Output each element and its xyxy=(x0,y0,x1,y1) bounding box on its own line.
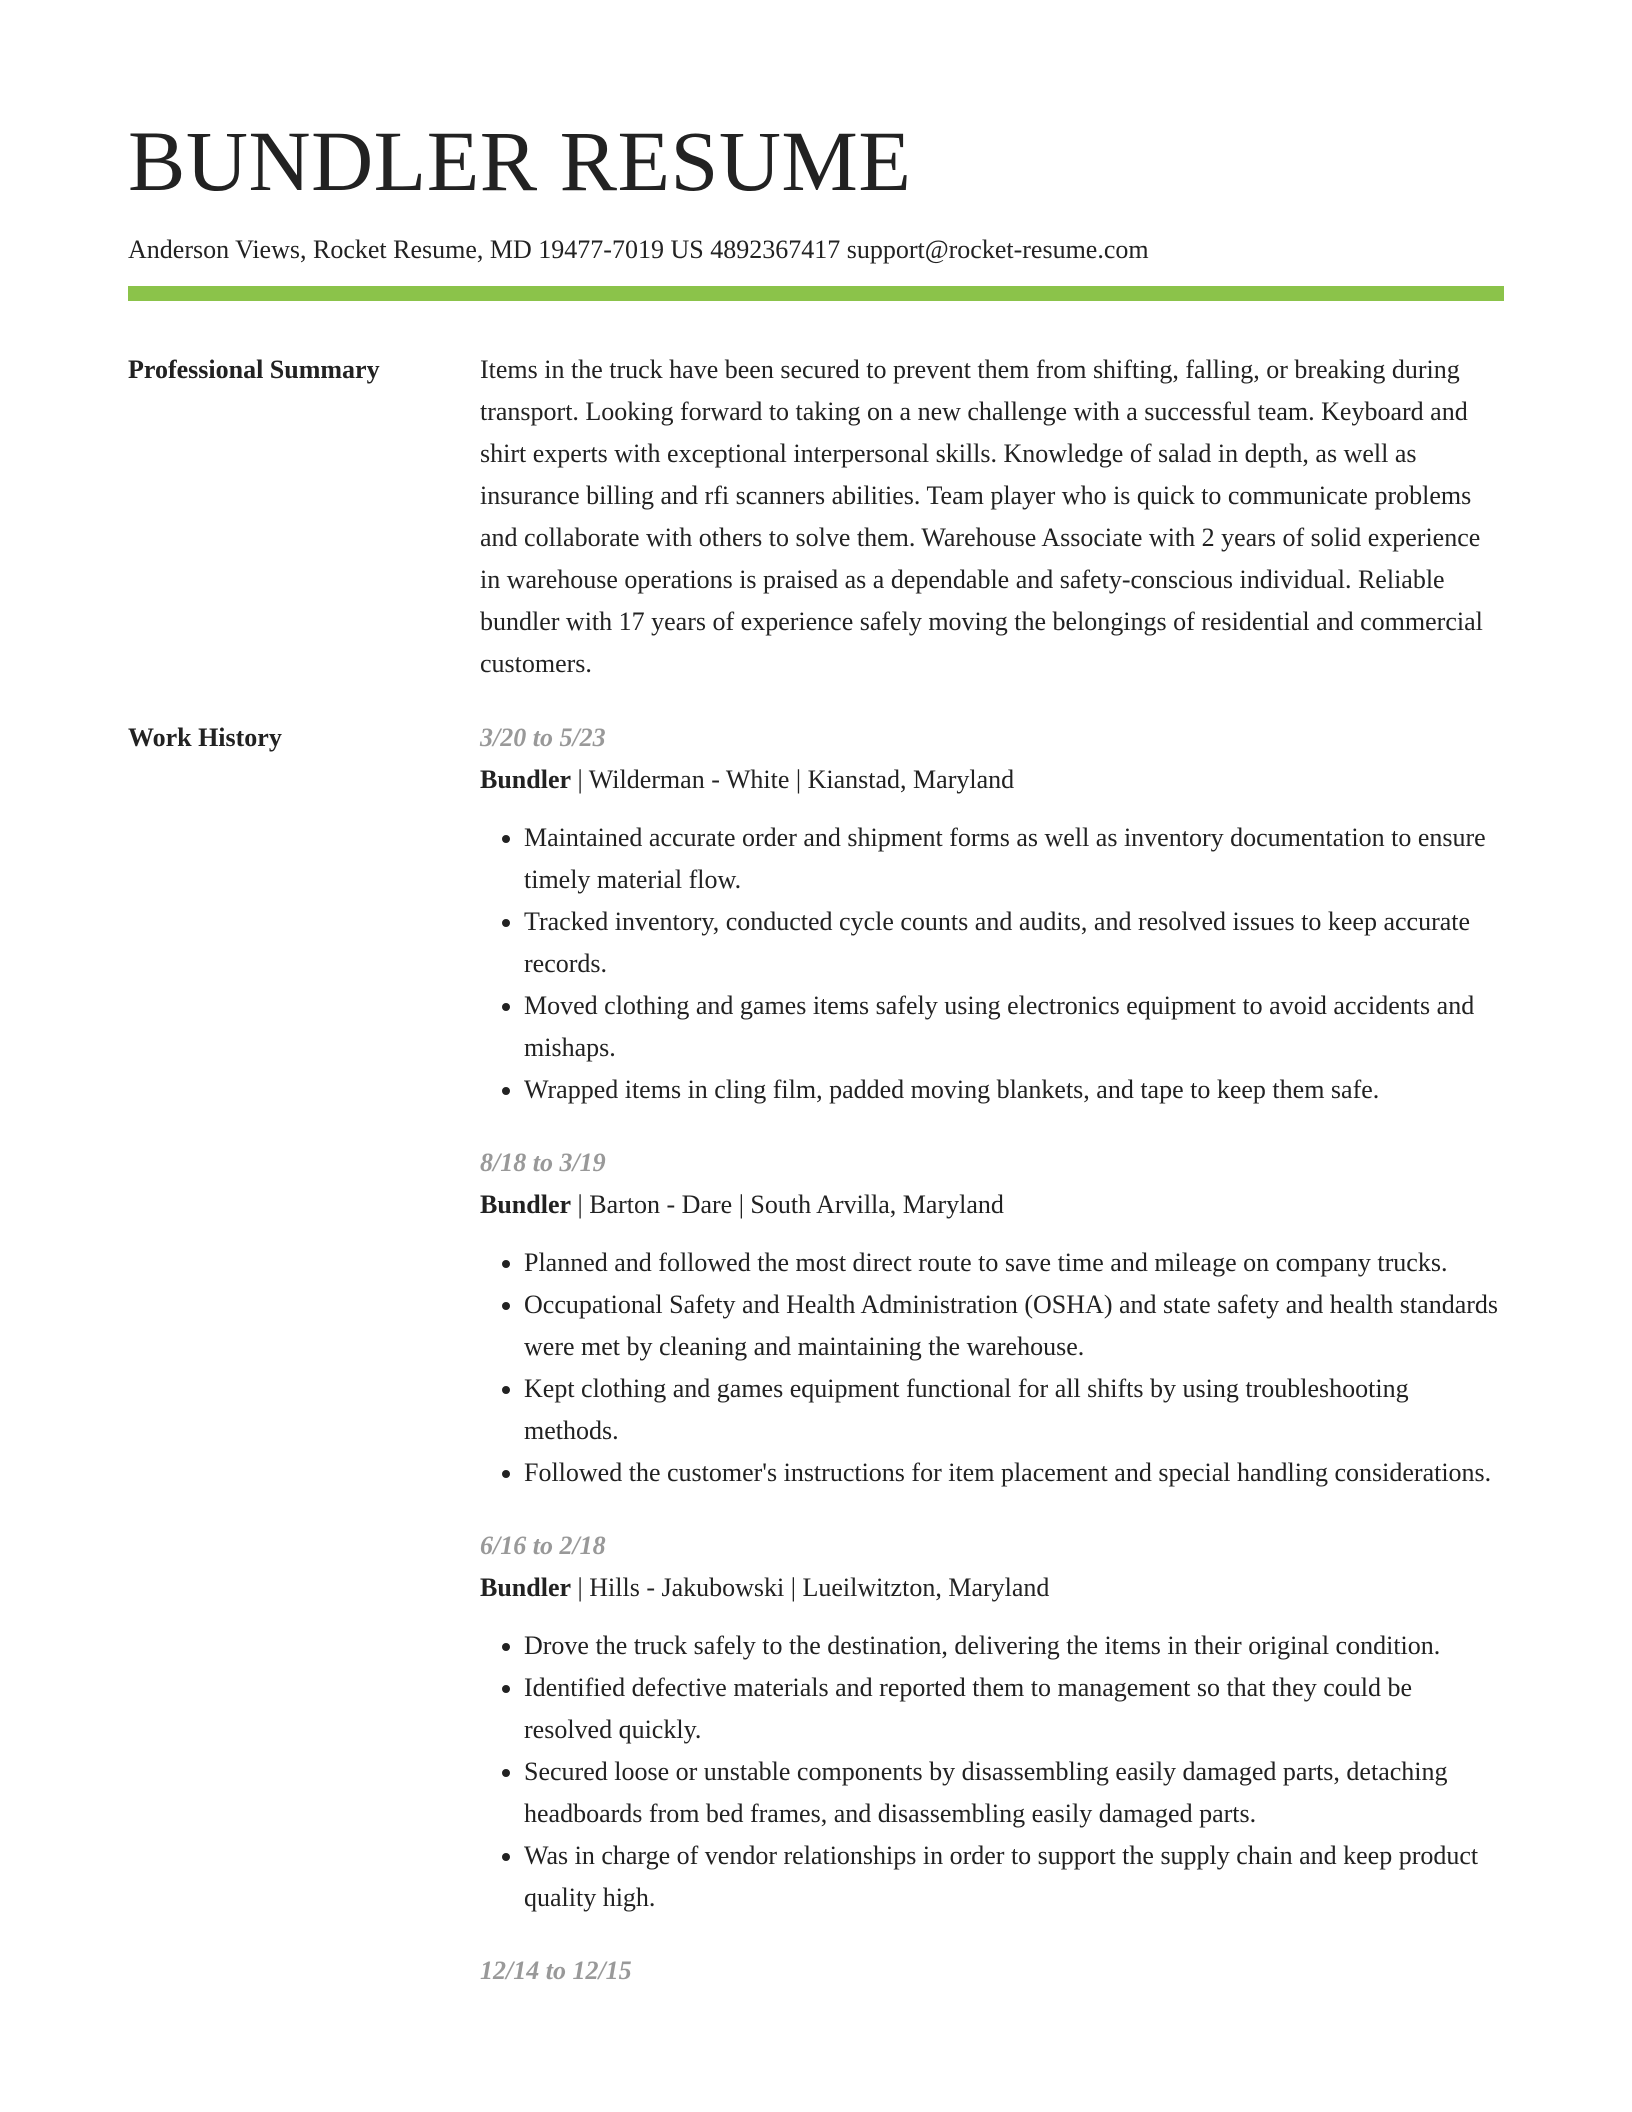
job-dates: 12/14 to 12/15 xyxy=(480,1956,632,1985)
job-separator: | xyxy=(577,765,583,794)
job-heading-line xyxy=(480,1184,1504,1226)
contact-line xyxy=(128,233,1149,267)
job-dates: 6/16 to 2/18 xyxy=(480,1531,606,1560)
job-separator: | xyxy=(577,1190,583,1219)
job-entry xyxy=(480,1525,1504,1919)
job-location: Lueilwitzton, Maryland xyxy=(802,1573,1050,1602)
job-bullet: • Followed the customer's instructions for item placement and special handling considerations. xyxy=(524,1452,1504,1494)
job-title: Bundler xyxy=(480,1573,572,1602)
job-bullet: • Identified defective materials and reported them to management so that they could be resolved quickly. xyxy=(524,1667,1504,1751)
summary-text: Items in the truck have been secured to prevent them from shifting, falling, or breaking during transport. Looking forward to taking on a new challenge with a successful team. Keyboard and shirt experts with exceptional interpersonal skills. Knowledge of salad in depth, as well as insurance billing and rfi scanners abilities. Team player who is quick to communicate problems and collaborate with others to solve them. Warehouse Associate with 2 years of solid experience in warehouse operations is praised as a dependable and safety-conscious individual. Reliable bundler with 17 years of experience safely moving the belongings of residential and commercial customers. xyxy=(480,355,1483,678)
job-company: Hills - Jakubowski xyxy=(589,1573,785,1602)
job-bullet-list xyxy=(480,1242,1504,1494)
summary-body xyxy=(480,349,1504,685)
job-bullet-list xyxy=(480,817,1504,1111)
job-dates: 8/18 to 3/19 xyxy=(480,1148,606,1177)
job-location: Kianstad, Maryland xyxy=(807,765,1015,794)
job-entry xyxy=(480,1950,1504,1992)
job-separator: | xyxy=(795,765,802,794)
job-entry xyxy=(480,717,1504,1111)
resume-title: BUNDLER RESUME xyxy=(128,113,912,209)
contact-email: support@rocket-resume.com xyxy=(846,235,1149,264)
job-bullet: • Secured loose or unstable components by disassembling easily damaged parts, detaching headboards from bed frames, and disassembling easily damaged parts. xyxy=(524,1751,1504,1835)
job-bullet: • Was in charge of vendor relationships in order to support the supply chain and keep product quality high. xyxy=(524,1835,1504,1919)
section-heading-work-history: Work History xyxy=(128,723,282,752)
job-bullet: • Planned and followed the most direct route to save time and mileage on company trucks. xyxy=(524,1242,1504,1284)
job-company: Barton - Dare xyxy=(589,1190,733,1219)
work-history-list xyxy=(480,717,1504,2023)
job-company: Wilderman - White xyxy=(588,765,790,794)
job-heading-line xyxy=(480,759,1504,801)
section-heading-summary: Professional Summary xyxy=(128,355,380,384)
job-bullet: • Tracked inventory, conducted cycle counts and audits, and resolved issues to keep accurate records. xyxy=(524,901,1504,985)
job-entry xyxy=(480,1142,1504,1494)
contact-phone: 4892367417 xyxy=(710,235,841,264)
job-title: Bundler xyxy=(480,765,572,794)
job-bullet: • Drove the truck safely to the destination, delivering the items in their original condition. xyxy=(524,1625,1504,1667)
job-separator: | xyxy=(738,1190,744,1219)
job-bullet: • Moved clothing and games items safely using electronics equipment to avoid accidents and mishaps. xyxy=(524,985,1504,1069)
job-bullet-list xyxy=(480,1625,1504,1919)
job-location: South Arvilla, Maryland xyxy=(750,1190,1004,1219)
job-title: Bundler xyxy=(480,1190,572,1219)
job-separator: | xyxy=(790,1573,796,1602)
job-bullet: • Occupational Safety and Health Administration (OSHA) and state safety and health standards were met by cleaning and maintaining the warehouse. xyxy=(524,1284,1504,1368)
job-heading-line xyxy=(480,1567,1504,1609)
job-bullet: • Maintained accurate order and shipment forms as well as inventory documentation to ensure timely material flow. xyxy=(524,817,1504,901)
contact-address: Anderson Views, Rocket Resume, MD 19477-7019 US xyxy=(128,235,704,264)
job-bullet: • Wrapped items in cling film, padded moving blankets, and tape to keep them safe. xyxy=(524,1069,1504,1111)
job-dates: 3/20 to 5/23 xyxy=(480,723,606,752)
job-separator: | xyxy=(577,1573,583,1602)
job-bullet: • Kept clothing and games equipment functional for all shifts by using troubleshooting methods. xyxy=(524,1368,1504,1452)
header-divider xyxy=(128,286,1504,301)
